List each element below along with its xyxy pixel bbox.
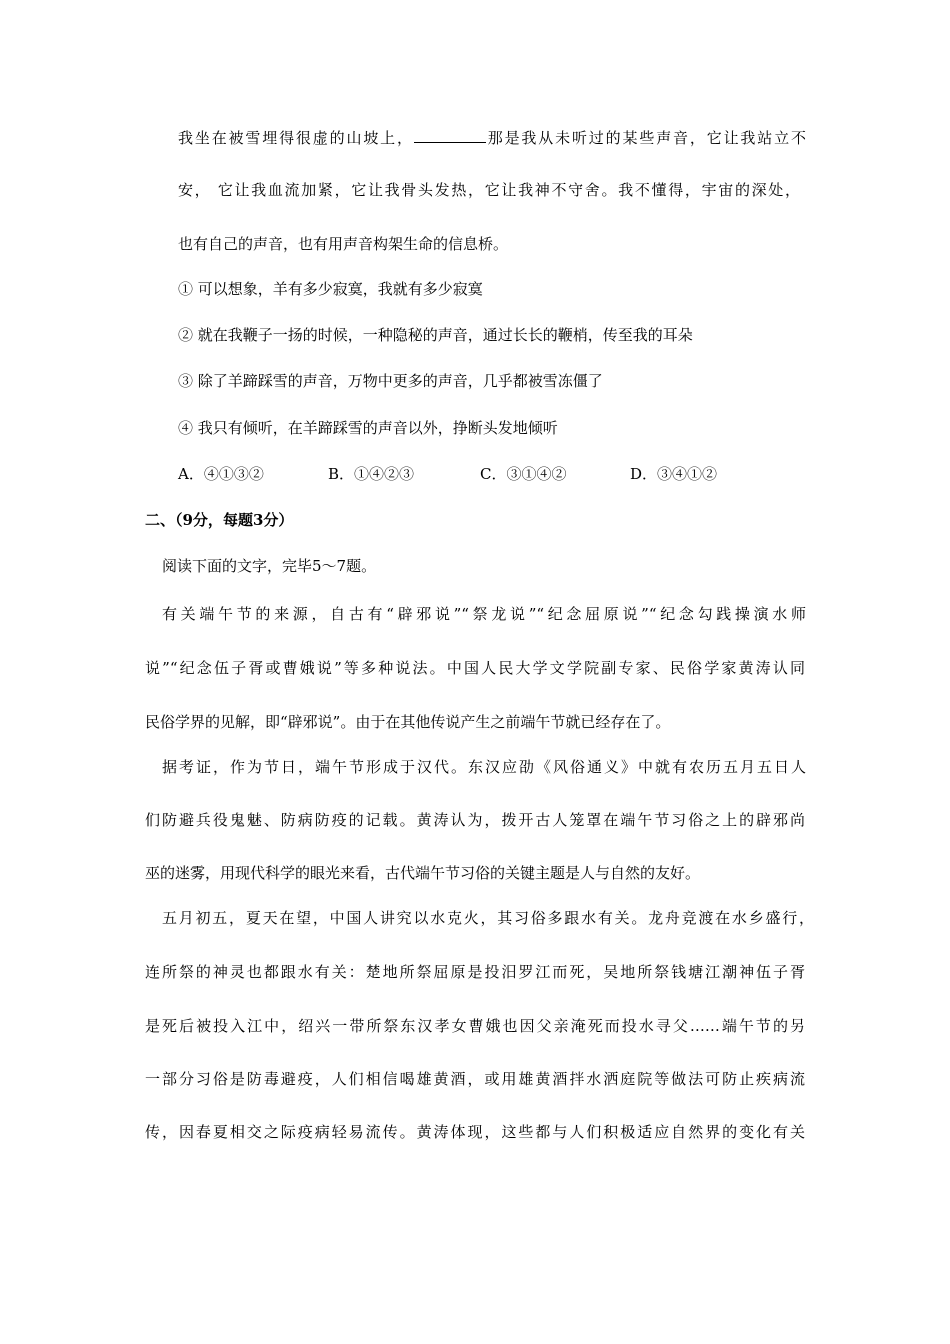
para2-line-2: 们防避兵役鬼魅、防病防疫的记载。黄涛认为，拨开古人笼罩在端午节习俗之上的辟邪尚 <box>145 811 805 829</box>
choice-4: ④ 我只有倾听，在羊蹄踩雪的声音以外，挣断头发地倾听 <box>178 419 558 437</box>
passage-line-1 <box>178 128 806 148</box>
section-2-heading: 二、（9分，每题3分） <box>145 511 294 529</box>
para1-line-1: 有关端午节的来源，自古有“辟邪说”“祭龙说”“纪念屈原说”“纪念勾践操演水师 <box>162 605 806 623</box>
option-a: A．④①③② <box>178 465 264 483</box>
choice-3: ③ 除了羊蹄踩雪的声音，万物中更多的声音，几乎都被雪冻僵了 <box>178 372 603 390</box>
option-b: B．①④②③ <box>328 465 415 483</box>
option-d: D．③④①② <box>630 465 718 483</box>
answer-options <box>0 464 950 484</box>
passage-line-3: 也有自己的声音，也有用声音构架生命的信息桥。 <box>178 235 509 253</box>
passage-line-1-before: 我坐在被雪埋得很虚的山坡上， <box>178 129 414 147</box>
choice-2: ② 就在我鞭子一扬的时候，一种隐秘的声音，通过长长的鞭梢，传至我的耳朵 <box>178 326 693 344</box>
para3-line-3: 是死后被投入江中，绍兴一带所祭东汉孝女曹娥也因父亲淹死而投水寻父……端午节的另 <box>145 1017 805 1035</box>
para2-line-1: 据考证，作为节日，端午节形成于汉代。东汉应劭《风俗通义》中就有农历五月五日人 <box>162 758 806 776</box>
passage-line-2: 安， 它让我血流加紧，它让我骨头发热，它让我神不守舍。我不懂得，宇宙的深处， <box>178 181 800 199</box>
para1-line-2: 说”“纪念伍子胥或曹娥说”等多种说法。中国人民大学文学院副专家、民俗学家黄涛认同 <box>145 659 805 677</box>
option-c: C．③①④② <box>480 465 567 483</box>
passage-line-1-after: 那是我从未听过的某些声音，它让我站立不 <box>485 129 806 147</box>
para3-line-1: 五月初五，夏天在望，中国人讲究以水克火，其习俗多跟水有关。龙舟竞渡在水乡盛行， <box>162 909 814 927</box>
para3-line-4: 一部分习俗是防毒避疫，人们相信喝雄黄酒，或用雄黄酒拌水洒庭院等做法可防止疾病流 <box>145 1070 805 1088</box>
para1-line-3: 民俗学界的见解，即“辟邪说”。由于在其他传说产生之前端午节就已经存在了。 <box>145 713 671 731</box>
para3-line-5: 传，因春夏相交之际疫病轻易流传。黄涛体现，这些都与人们积极适应自然界的变化有关 <box>145 1123 805 1141</box>
answer-blank <box>414 128 486 143</box>
choice-1: ① 可以想象，羊有多少寂寞，我就有多少寂寞 <box>178 280 483 298</box>
para3-line-2: 连所祭的神灵也都跟水有关：楚地所祭屈原是投汨罗江而死，吴地所祭钱塘江潮神伍子胥 <box>145 963 805 981</box>
para2-line-3: 巫的迷雾，用现代科学的眼光来看，古代端午节习俗的关键主题是人与自然的友好。 <box>145 864 701 882</box>
section-2-instruction: 阅读下面的文字，完毕5～7题。 <box>162 557 377 575</box>
